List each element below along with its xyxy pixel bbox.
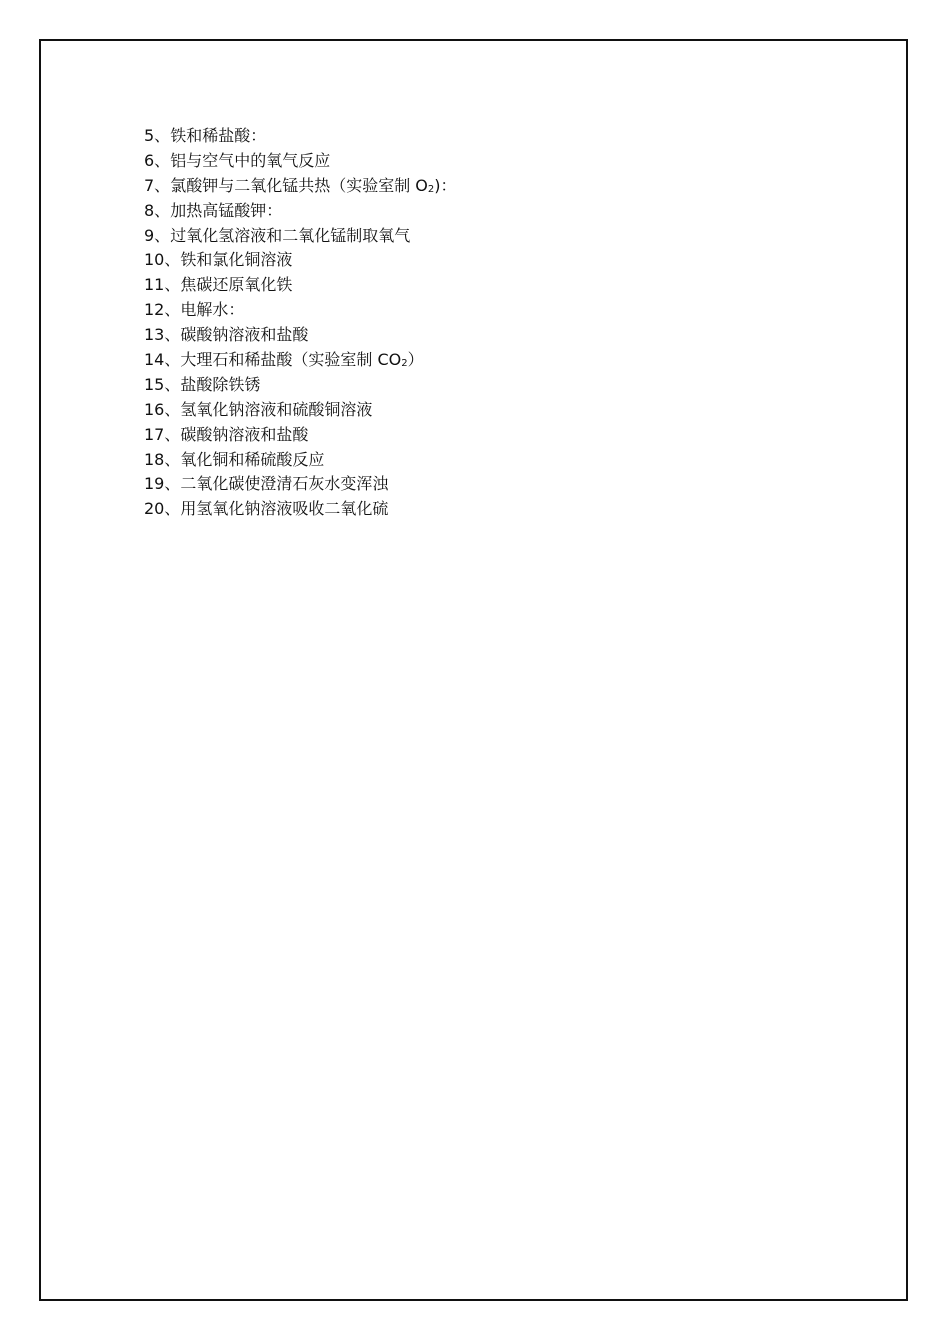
- item-number: 10、: [144, 250, 181, 270]
- item-number: 18、: [144, 449, 181, 469]
- list-item: [144, 373, 457, 398]
- list-item: [144, 348, 457, 373]
- list-item: [144, 423, 457, 448]
- item-number: 17、: [144, 424, 181, 444]
- item-number: 13、: [144, 325, 181, 345]
- item-text: 用氢氧化钠溶液吸收二氧化硫: [180, 499, 389, 519]
- item-text: 过氧化氢溶液和二氧化锰制取氧气: [170, 225, 411, 245]
- reaction-list: [144, 124, 457, 522]
- list-item: [144, 273, 457, 298]
- item-text: 二氧化碳使澄清石灰水变浑浊: [180, 474, 389, 494]
- list-item: [144, 323, 457, 348]
- list-item: [144, 174, 457, 199]
- item-number: 14、: [144, 350, 181, 370]
- item-number: 7、: [144, 175, 171, 195]
- item-number: 8、: [144, 200, 171, 220]
- list-item: [144, 398, 457, 423]
- list-item: [144, 149, 457, 174]
- item-text: 氧化铜和稀硫酸反应: [180, 449, 325, 469]
- item-text: 铝与空气中的氧气反应: [170, 150, 331, 170]
- list-item: [144, 448, 457, 473]
- list-item: [144, 248, 457, 273]
- item-number: 9、: [144, 225, 171, 245]
- item-number: 12、: [144, 300, 181, 320]
- item-text: 加热高锰酸钾：: [170, 200, 283, 220]
- item-text: 焦碳还原氧化铁: [180, 275, 293, 295]
- item-text: 铁和稀盐酸：: [170, 126, 267, 145]
- item-text: 大理石和稀盐酸（实验室制 CO: [180, 350, 402, 370]
- item-number: 5、: [144, 126, 171, 145]
- item-text: 氢氧化钠溶液和硫酸铜溶液: [180, 399, 373, 419]
- list-item: [144, 124, 457, 149]
- item-number: 6、: [144, 150, 171, 170]
- item-text: 氯酸钾与二氧化锰共热（实验室制 O: [170, 175, 428, 195]
- list-item: [144, 472, 457, 497]
- item-subscript: 2: [401, 358, 408, 370]
- list-item: [144, 497, 457, 522]
- item-number: 19、: [144, 474, 181, 494]
- item-subscript: 2: [427, 183, 435, 195]
- item-text: 铁和氯化铜溶液: [180, 250, 293, 270]
- list-item: [144, 199, 457, 224]
- item-text-after: )：: [434, 175, 457, 195]
- list-item: [144, 224, 457, 249]
- item-text: 电解水：: [180, 300, 245, 320]
- item-number: 15、: [144, 374, 181, 394]
- item-number: 16、: [144, 399, 181, 419]
- item-text: 碳酸钠溶液和盐酸: [180, 424, 309, 444]
- list-item: [144, 298, 457, 323]
- item-text: 碳酸钠溶液和盐酸: [180, 325, 309, 345]
- item-text-after: ）: [407, 350, 424, 370]
- item-number: 20、: [144, 499, 181, 519]
- item-text: 盐酸除铁锈: [180, 374, 261, 394]
- item-number: 11、: [144, 275, 181, 295]
